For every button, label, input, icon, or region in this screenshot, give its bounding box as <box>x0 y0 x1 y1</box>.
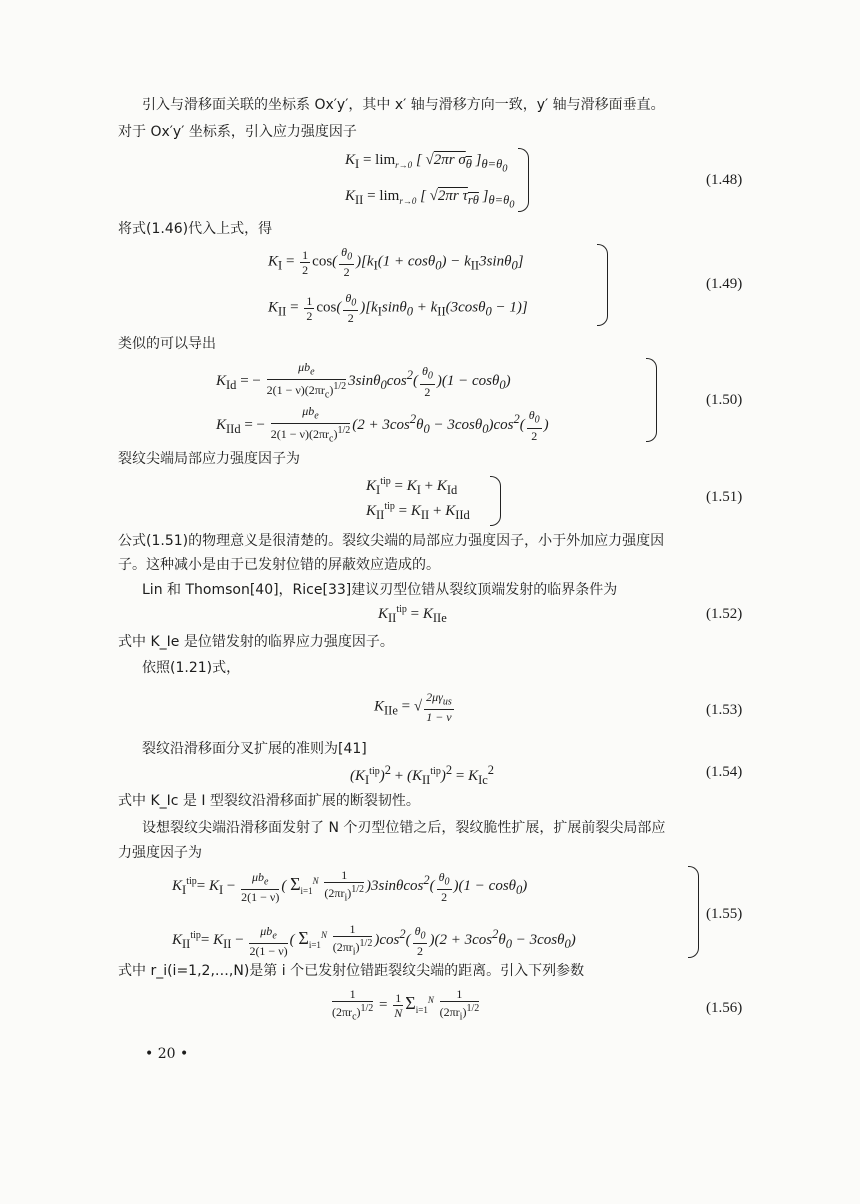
paragraph-critical-factor: 式中 K_Ie 是位错发射的临界应力强度因子。 <box>118 634 394 650</box>
equation-1-55-b: $K_{II}^{tip}= K_{II}$ − $\frac{\mu b_e}{2(1 - \nu)}$ ( $\Sigma_{i=1}^N$ $\frac{1}{(2\pi r_i)^{1/2}}$ )$\cos^2$( $\frac{\theta_0}{2}$ )$(2 + 3\cos^2\theta_0 - 3\cos\theta_0)$ <box>172 922 576 958</box>
page-number: • 20 • <box>145 1046 189 1062</box>
equation-number-1-54: (1.54) <box>706 764 743 780</box>
equation-number-1-51: (1.51) <box>706 489 743 505</box>
paragraph-bifurcation: 裂纹沿滑移面分叉扩展的准则为[41] <box>142 741 367 757</box>
brace-1-50 <box>646 358 657 442</box>
paragraph-coordinate-system: 引入与滑移面关联的坐标系 Ox′y′，其中 x′ 轴与滑移方向一致，y′ 轴与滑移面垂直。 <box>142 97 665 113</box>
equation-1-56: $\frac{1}{(2\pi r_c)^{1/2}}$ = $\frac{1}{N}$ $\Sigma_{i=1}^N$ $\frac{1}{(2\pi r_i)^{1/2}}$ <box>332 987 480 1023</box>
equation-number-1-49: (1.49) <box>706 276 743 292</box>
paragraph-stress-intensity-intro: 对于 Ox′y′ 坐标系，引入应力强度因子 <box>118 124 357 140</box>
paragraph-local-stress: 裂纹尖端局部应力强度因子为 <box>118 451 300 467</box>
equation-number-1-53: (1.53) <box>706 702 743 718</box>
paragraph-ri-definition: 式中 r_i(i=1,2,…,N)是第 i 个已发射位错距裂纹尖端的距离。引入下列参数 <box>118 963 585 979</box>
paragraph-according: 依照(1.21)式， <box>142 660 241 676</box>
equation-1-50-a: $K_{Id}$ = − $\frac{\mu b_e}{2(1 - \nu)(2\pi r_c)^{1/2}}$ $3\sin\theta_0\cos^2$( $\frac{\theta_0}{2}$ )(1 − cosθ$_0$) <box>216 360 511 401</box>
paragraph-assume-1: 设想裂纹尖端沿滑移面发射了 N 个刃型位错之后，裂纹脆性扩展，扩展前裂尖局部应 <box>142 820 666 836</box>
equation-1-54: $(K_I^{tip})^2 + (K_{II}^{tip})^2 = K_{Ic}^2$ <box>350 763 495 787</box>
paragraph-assume-2: 力强度因子为 <box>118 845 202 861</box>
equation-number-1-55: (1.55) <box>706 906 743 922</box>
equation-1-49-a: $K_I$ = $\frac{1}{2}$ cos( $\frac{\theta_0}{2}$ )$[k_I(1 + \cos\theta_0) - k_{II}3\sin\theta_0]$ <box>268 245 524 280</box>
equation-number-1-56: (1.56) <box>706 1000 743 1016</box>
paragraph-physical-meaning-1: 公式(1.51)的物理意义是很清楚的。裂纹尖端的局部应力强度因子，小于外加应力强度因 <box>118 533 665 549</box>
brace-1-51 <box>490 476 501 526</box>
paragraph-physical-meaning-2: 子。这种减小是由于已发射位错的屏蔽效应造成的。 <box>118 557 440 573</box>
equation-1-51-b: $K_{II}^{tip} = K_{II} + K_{IId}$ <box>366 501 470 522</box>
equation-1-50-b: $K_{IId}$ = − $\frac{\mu b_e}{2(1 - \nu)(2\pi r_c)^{1/2}}$ $(2 + 3\cos^2\theta_0 - 3\cos\theta_0)\cos^2$( $\frac{\theta_0}{2}$ ) <box>216 404 549 445</box>
equation-number-1-52: (1.52) <box>706 606 743 622</box>
equation-1-48-a: $K_I = \lim_{r\to 0}$ [ √2πr $\sigma_\theta$ ]$_{\theta=\theta_0}$ <box>345 152 508 175</box>
brace-1-48 <box>518 148 529 212</box>
brace-1-49 <box>597 244 608 326</box>
paragraph-fracture-toughness: 式中 K_Ic 是 I 型裂纹沿滑移面扩展的断裂韧性。 <box>118 793 420 809</box>
paragraph-substitute: 将式(1.46)代入上式，得 <box>118 221 273 237</box>
equation-number-1-50: (1.50) <box>706 392 743 408</box>
paragraph-similarly: 类似的可以导出 <box>118 336 216 352</box>
equation-1-48-b: $K_{II} = \lim_{r\to 0}$ [ √2πr $\tau_{r\theta}$ ]$_{\theta=\theta_0}$ <box>345 188 515 211</box>
equation-1-49-b: $K_{II}$ = $\frac{1}{2}$ cos( $\frac{\theta_0}{2}$ )$[k_I\sin\theta_0 + k_{II}(3\cos\theta_0 - 1)]$ <box>268 291 528 326</box>
equation-1-53: $K_{IIe}$ = √ $\frac{2\mu\gamma_{us}}{1 - \nu}$ <box>374 690 452 725</box>
equation-1-55-a: $K_I^{tip}= K_I$ − $\frac{\mu b_e}{2(1 - \nu)}$ ( $\Sigma_{i=1}^N$ $\frac{1}{(2\pi r_i)^{1/2}}$ )3sinθcos$^2$( $\frac{\theta_0}{2}$ )(1 − cosθ$_0$) <box>172 868 528 904</box>
equation-1-51-a: $K_I^{tip} = K_I + K_{Id}$ <box>366 476 458 497</box>
brace-1-55 <box>688 866 699 958</box>
equation-number-1-48: (1.48) <box>706 172 743 188</box>
paragraph-lin-thomson: Lin 和 Thomson[40]，Rice[33]建议刃型位错从裂纹顶端发射的临界条件为 <box>142 582 618 598</box>
equation-1-52: $K_{II}^{tip} = K_{IIe}$ <box>378 604 447 625</box>
